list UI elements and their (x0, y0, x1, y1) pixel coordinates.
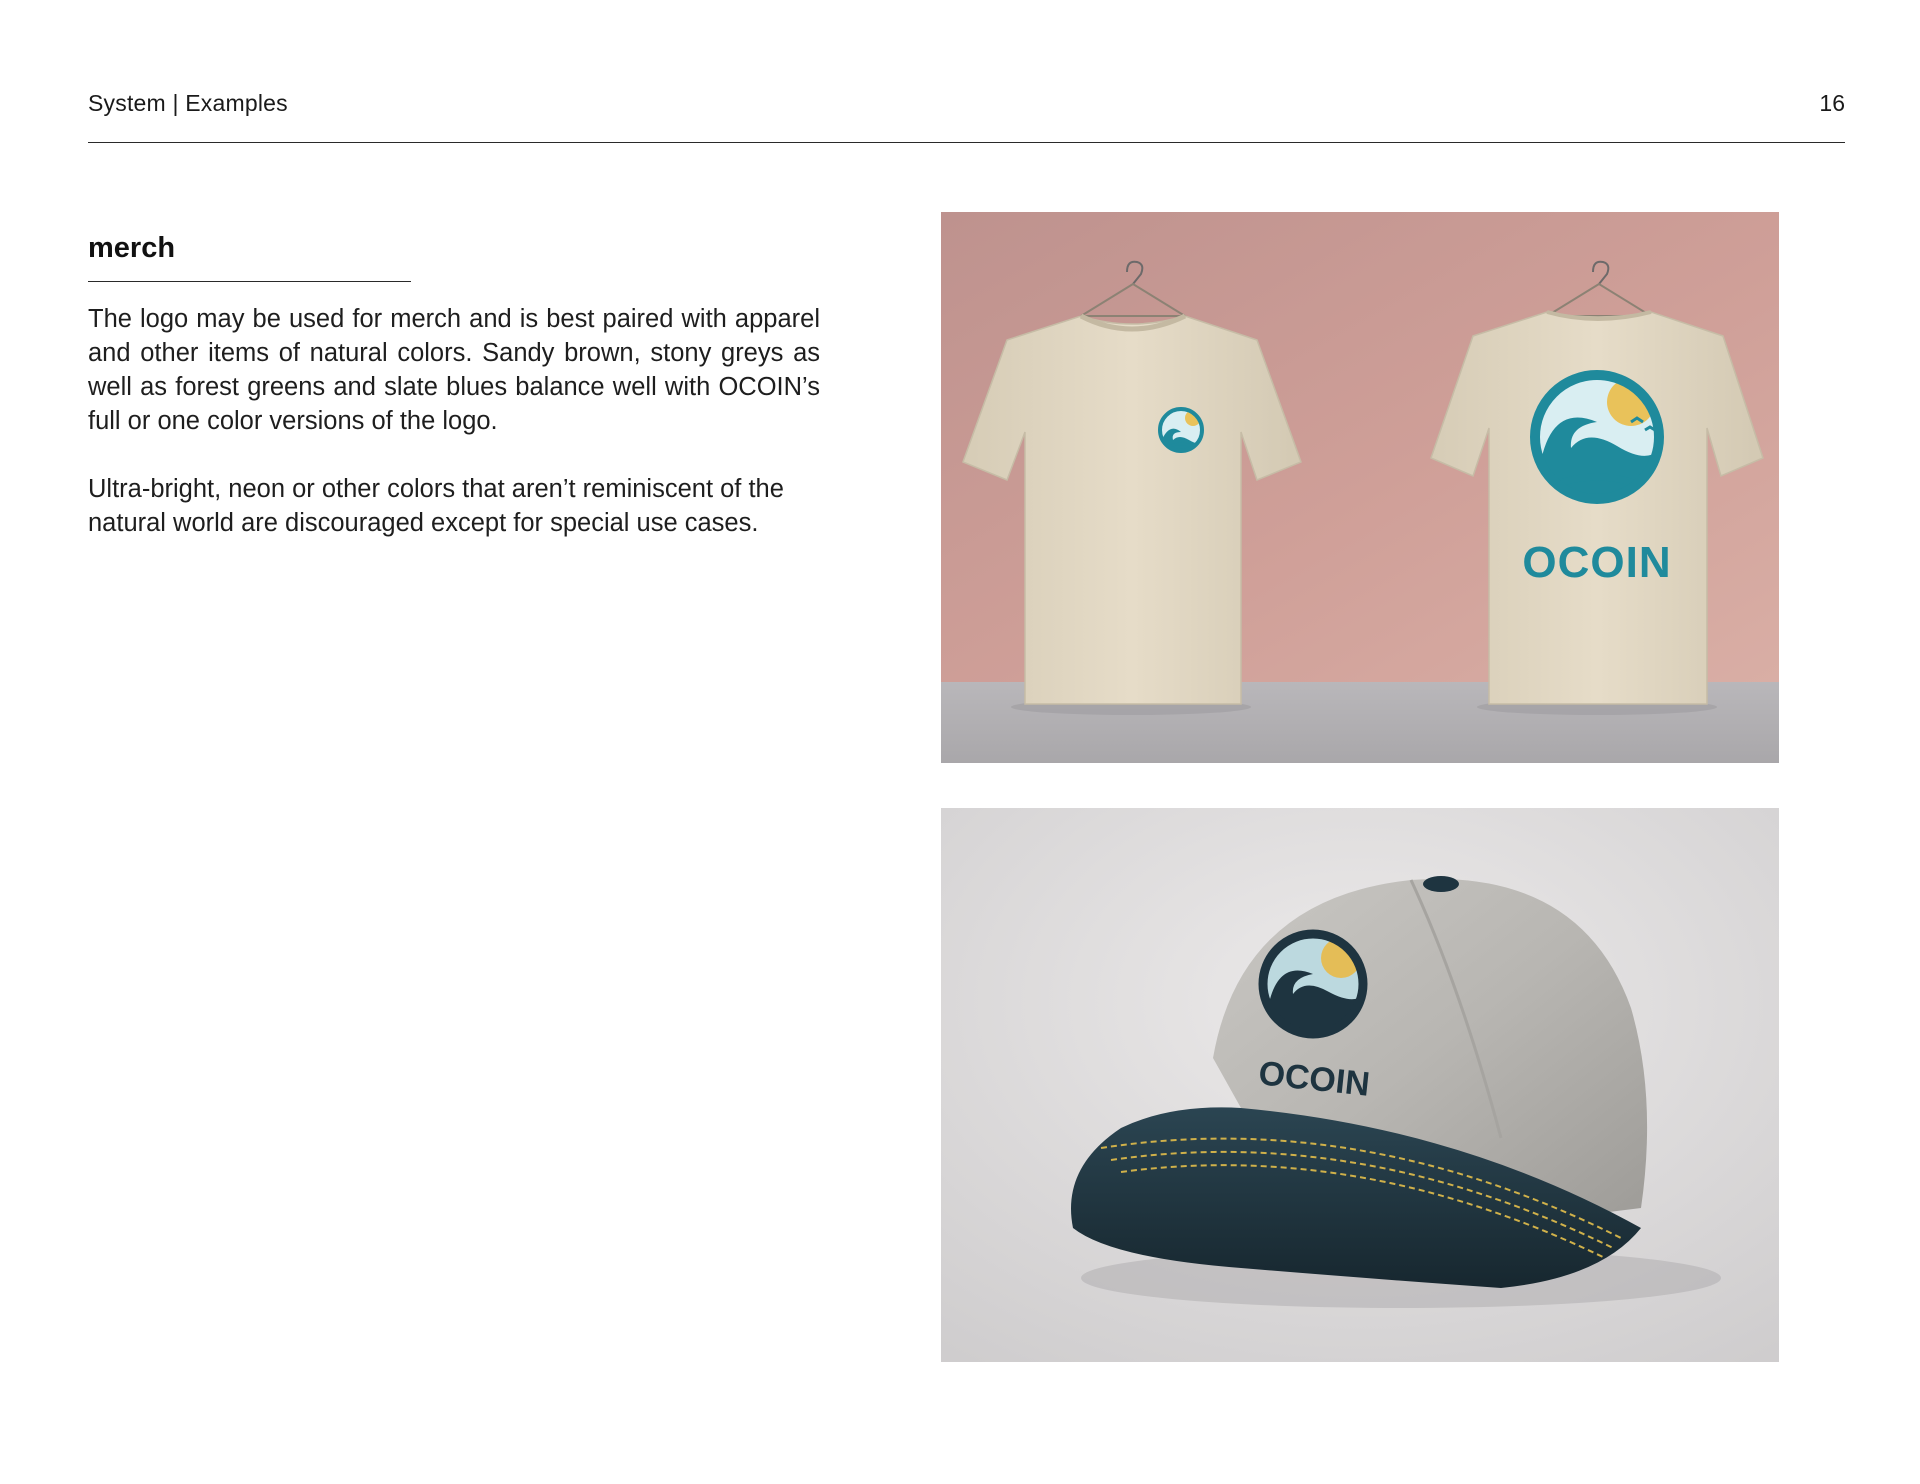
section-title-underline (88, 281, 411, 282)
body-text (88, 302, 820, 574)
section-title: merch (88, 232, 176, 264)
tshirt-mockup-image (941, 212, 1779, 763)
cap-wordmark: OCOIN (1256, 1054, 1372, 1104)
header-section-label: System | Examples (88, 90, 288, 116)
cap-mockup-image (941, 808, 1779, 1362)
header-divider (88, 142, 1845, 143)
page-number: 16 (1819, 90, 1845, 116)
paragraph-merch-usage: The logo may be used for merch and is best paired with apparel and other items of natural colors. Sandy brown, stony greys as well as forest greens and slate blues balance well with OCOIN’s full or one color versions of the logo. (88, 305, 820, 435)
shirt-wordmark: OCOIN (1522, 538, 1672, 587)
paragraph-color-guidance: Ultra-bright, neon or other colors that aren’t reminiscent of the natural world are discouraged except for special use cases. (88, 475, 784, 537)
